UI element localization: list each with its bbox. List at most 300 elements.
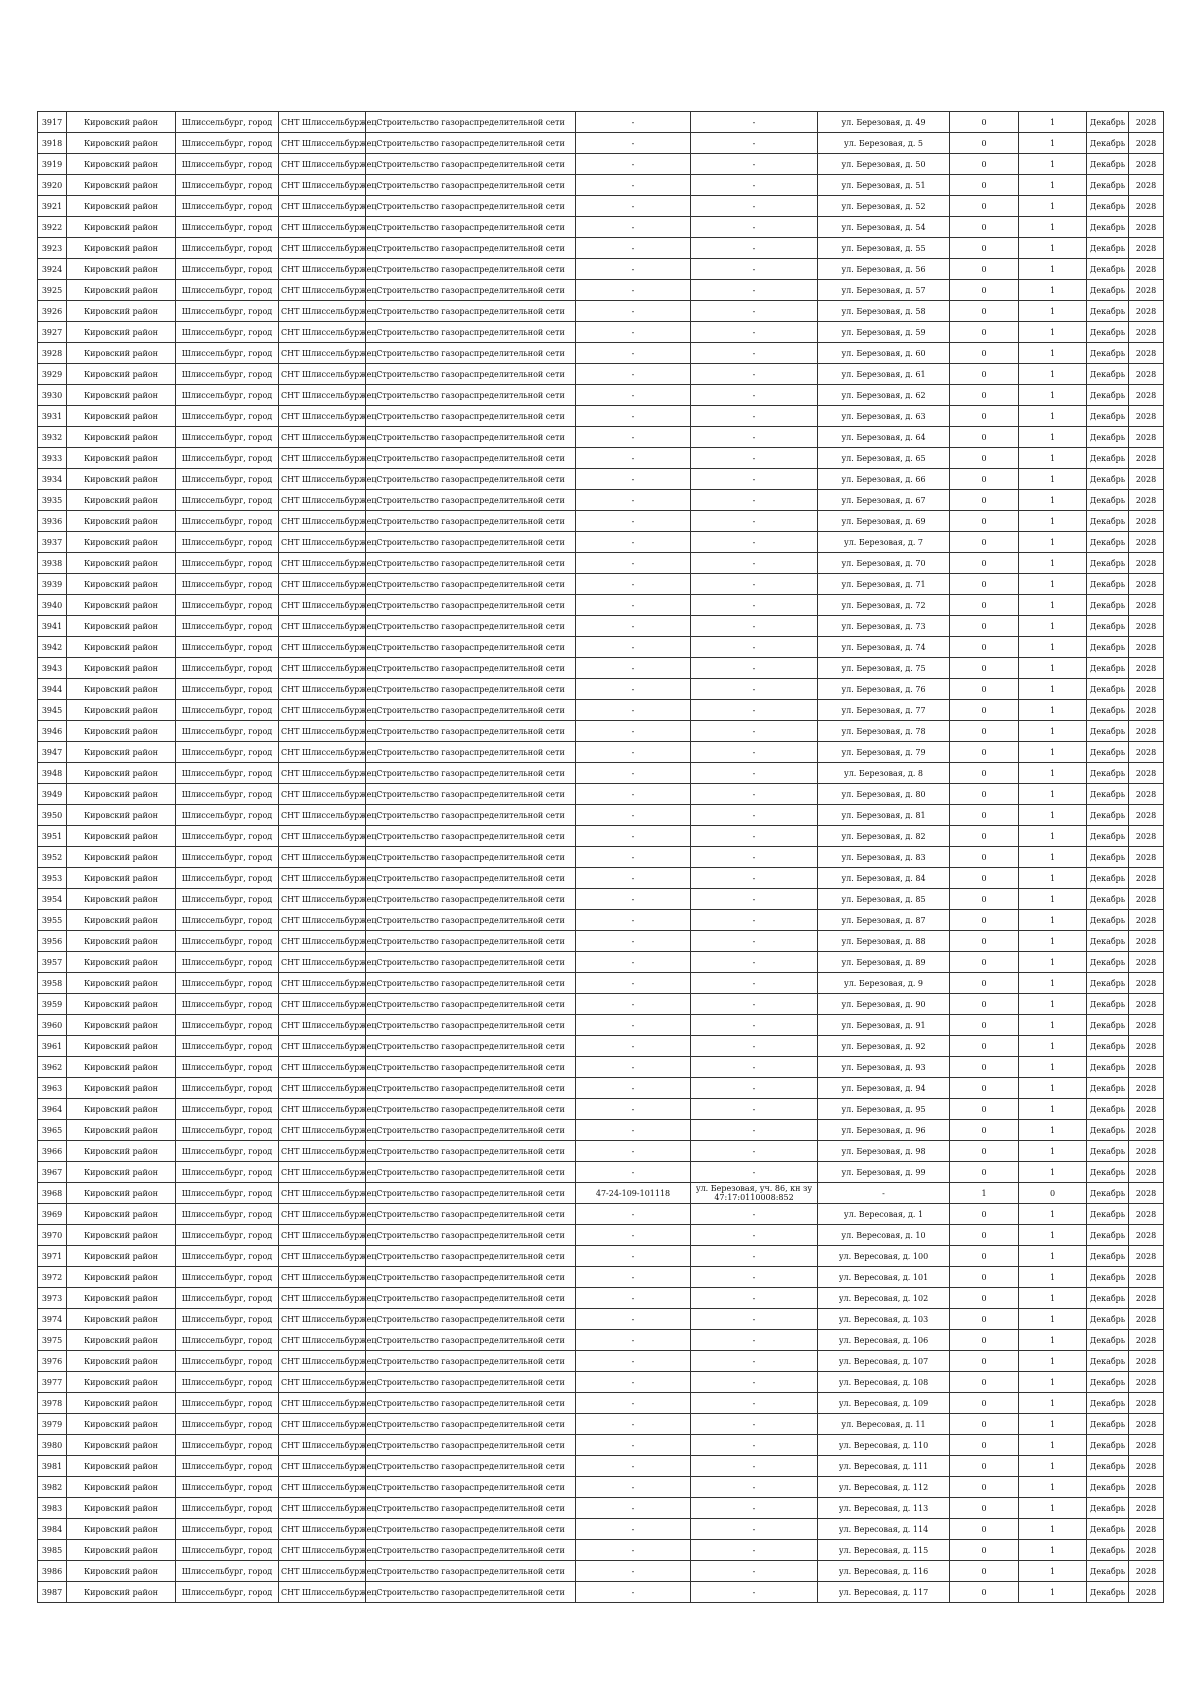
cell-row-number: 3973 <box>38 1288 67 1309</box>
cell-count-b: 1 <box>1019 511 1087 532</box>
cell-month: Декабрь <box>1087 889 1129 910</box>
table-row <box>38 826 1164 847</box>
cell-row-number: 3964 <box>38 1099 67 1120</box>
cell-garden-society: СНТ Шлиссельбуржец <box>279 973 366 994</box>
cell-address: ул. Березовая, д. 78 <box>818 721 950 742</box>
cell-application-number: - <box>576 910 691 931</box>
cell-settlement: Шлиссельбург, город <box>176 973 279 994</box>
cell-district: Кировский район <box>67 301 176 322</box>
cell-count-b: 1 <box>1019 1561 1087 1582</box>
cell-garden-society: СНТ Шлиссельбуржец <box>279 1561 366 1582</box>
cell-month: Декабрь <box>1087 553 1129 574</box>
cell-count-b: 1 <box>1019 1120 1087 1141</box>
cell-row-number: 3970 <box>38 1225 67 1246</box>
table-row <box>38 742 1164 763</box>
cell-count-b: 1 <box>1019 1435 1087 1456</box>
cell-district: Кировский район <box>67 427 176 448</box>
cell-row-number: 3927 <box>38 322 67 343</box>
cell-garden-society: СНТ Шлиссельбуржец <box>279 1456 366 1477</box>
cell-settlement: Шлиссельбург, город <box>176 175 279 196</box>
cell-count-a: 0 <box>950 1519 1019 1540</box>
cell-work-type: Строительство газораспределительной сети <box>366 700 576 721</box>
cell-garden-society: СНТ Шлиссельбуржец <box>279 301 366 322</box>
cell-land-plot: - <box>691 1036 818 1057</box>
cell-address: ул. Вересовая, д. 115 <box>818 1540 950 1561</box>
cell-garden-society: СНТ Шлиссельбуржец <box>279 1183 366 1204</box>
cell-district: Кировский район <box>67 1183 176 1204</box>
cell-application-number: - <box>576 1078 691 1099</box>
cell-row-number: 3963 <box>38 1078 67 1099</box>
cell-row-number: 3933 <box>38 448 67 469</box>
table-row <box>38 322 1164 343</box>
cell-address: ул. Березовая, д. 7 <box>818 532 950 553</box>
gasification-schedule-table <box>37 111 1164 1603</box>
cell-row-number: 3987 <box>38 1582 67 1603</box>
table-row <box>38 1540 1164 1561</box>
cell-row-number: 3919 <box>38 154 67 175</box>
cell-work-type: Строительство газораспределительной сети <box>366 1477 576 1498</box>
cell-land-plot: - <box>691 847 818 868</box>
cell-garden-society: СНТ Шлиссельбуржец <box>279 595 366 616</box>
cell-count-a: 0 <box>950 1498 1019 1519</box>
cell-count-a: 0 <box>950 364 1019 385</box>
cell-application-number: - <box>576 280 691 301</box>
cell-application-number: - <box>576 784 691 805</box>
cell-application-number: - <box>576 889 691 910</box>
cell-count-a: 1 <box>950 1183 1019 1204</box>
cell-garden-society: СНТ Шлиссельбуржец <box>279 826 366 847</box>
cell-garden-society: СНТ Шлиссельбуржец <box>279 1141 366 1162</box>
cell-district: Кировский район <box>67 364 176 385</box>
cell-month: Декабрь <box>1087 1246 1129 1267</box>
cell-application-number: - <box>576 364 691 385</box>
cell-count-a: 0 <box>950 1078 1019 1099</box>
cell-row-number: 3917 <box>38 112 67 133</box>
cell-work-type: Строительство газораспределительной сети <box>366 910 576 931</box>
cell-district: Кировский район <box>67 1309 176 1330</box>
cell-garden-society: СНТ Шлиссельбуржец <box>279 553 366 574</box>
cell-land-plot: - <box>691 1393 818 1414</box>
cell-land-plot: - <box>691 1015 818 1036</box>
cell-work-type: Строительство газораспределительной сети <box>366 469 576 490</box>
cell-count-b: 1 <box>1019 427 1087 448</box>
cell-year: 2028 <box>1129 742 1164 763</box>
cell-month: Декабрь <box>1087 1498 1129 1519</box>
cell-land-plot: - <box>691 196 818 217</box>
cell-month: Декабрь <box>1087 1036 1129 1057</box>
cell-application-number: - <box>576 1120 691 1141</box>
cell-month: Декабрь <box>1087 1015 1129 1036</box>
cell-district: Кировский район <box>67 889 176 910</box>
cell-month: Декабрь <box>1087 238 1129 259</box>
cell-year: 2028 <box>1129 1288 1164 1309</box>
cell-year: 2028 <box>1129 112 1164 133</box>
cell-application-number: - <box>576 1309 691 1330</box>
cell-work-type: Строительство газораспределительной сети <box>366 1120 576 1141</box>
cell-garden-society: СНТ Шлиссельбуржец <box>279 1204 366 1225</box>
cell-garden-society: СНТ Шлиссельбуржец <box>279 1078 366 1099</box>
cell-year: 2028 <box>1129 469 1164 490</box>
cell-count-a: 0 <box>950 196 1019 217</box>
cell-count-a: 0 <box>950 322 1019 343</box>
cell-count-b: 1 <box>1019 1414 1087 1435</box>
cell-count-a: 0 <box>950 952 1019 973</box>
cell-month: Декабрь <box>1087 280 1129 301</box>
cell-garden-society: СНТ Шлиссельбуржец <box>279 154 366 175</box>
cell-district: Кировский район <box>67 847 176 868</box>
cell-address: ул. Вересовая, д. 114 <box>818 1519 950 1540</box>
cell-address: ул. Березовая, д. 94 <box>818 1078 950 1099</box>
cell-garden-society: СНТ Шлиссельбуржец <box>279 406 366 427</box>
cell-month: Декабрь <box>1087 322 1129 343</box>
cell-work-type: Строительство газораспределительной сети <box>366 1225 576 1246</box>
cell-application-number: - <box>576 616 691 637</box>
cell-count-b: 1 <box>1019 805 1087 826</box>
cell-count-b: 1 <box>1019 175 1087 196</box>
cell-month: Декабрь <box>1087 469 1129 490</box>
cell-garden-society: СНТ Шлиссельбуржец <box>279 1330 366 1351</box>
cell-garden-society: СНТ Шлиссельбуржец <box>279 616 366 637</box>
cell-district: Кировский район <box>67 490 176 511</box>
cell-year: 2028 <box>1129 826 1164 847</box>
cell-count-a: 0 <box>950 238 1019 259</box>
cell-address: ул. Березовая, д. 93 <box>818 1057 950 1078</box>
cell-district: Кировский район <box>67 259 176 280</box>
cell-application-number: - <box>576 1582 691 1603</box>
cell-settlement: Шлиссельбург, город <box>176 868 279 889</box>
cell-year: 2028 <box>1129 889 1164 910</box>
cell-count-b: 1 <box>1019 1162 1087 1183</box>
cell-month: Декабрь <box>1087 574 1129 595</box>
cell-settlement: Шлиссельбург, город <box>176 490 279 511</box>
cell-work-type: Строительство газораспределительной сети <box>366 637 576 658</box>
cell-settlement: Шлиссельбург, город <box>176 427 279 448</box>
cell-count-a: 0 <box>950 1099 1019 1120</box>
cell-application-number: - <box>576 1351 691 1372</box>
cell-garden-society: СНТ Шлиссельбуржец <box>279 238 366 259</box>
cell-count-b: 1 <box>1019 1498 1087 1519</box>
cell-row-number: 3957 <box>38 952 67 973</box>
cell-address: ул. Березовая, д. 77 <box>818 700 950 721</box>
cell-count-b: 1 <box>1019 301 1087 322</box>
cell-settlement: Шлиссельбург, город <box>176 1456 279 1477</box>
cell-application-number: - <box>576 385 691 406</box>
cell-address: ул. Березовая, д. 61 <box>818 364 950 385</box>
cell-application-number: - <box>576 1456 691 1477</box>
cell-month: Декабрь <box>1087 1120 1129 1141</box>
cell-garden-society: СНТ Шлиссельбуржец <box>279 448 366 469</box>
cell-year: 2028 <box>1129 1330 1164 1351</box>
cell-month: Декабрь <box>1087 952 1129 973</box>
cell-address: ул. Березовая, д. 9 <box>818 973 950 994</box>
cell-count-b: 1 <box>1019 952 1087 973</box>
cell-year: 2028 <box>1129 931 1164 952</box>
cell-land-plot: - <box>691 700 818 721</box>
cell-application-number: - <box>576 238 691 259</box>
cell-land-plot: - <box>691 427 818 448</box>
cell-application-number: - <box>576 1414 691 1435</box>
cell-land-plot: - <box>691 1540 818 1561</box>
cell-settlement: Шлиссельбург, город <box>176 931 279 952</box>
cell-settlement: Шлиссельбург, город <box>176 238 279 259</box>
cell-land-plot: - <box>691 175 818 196</box>
cell-row-number: 3956 <box>38 931 67 952</box>
cell-row-number: 3977 <box>38 1372 67 1393</box>
cell-count-b: 1 <box>1019 1015 1087 1036</box>
cell-work-type: Строительство газораспределительной сети <box>366 1561 576 1582</box>
cell-row-number: 3940 <box>38 595 67 616</box>
cell-count-b: 1 <box>1019 343 1087 364</box>
cell-district: Кировский район <box>67 1288 176 1309</box>
cell-count-b: 1 <box>1019 1141 1087 1162</box>
cell-address: ул. Березовая, д. 72 <box>818 595 950 616</box>
cell-land-plot: - <box>691 343 818 364</box>
cell-settlement: Шлиссельбург, город <box>176 1183 279 1204</box>
cell-land-plot: - <box>691 952 818 973</box>
cell-count-a: 0 <box>950 1456 1019 1477</box>
cell-month: Декабрь <box>1087 763 1129 784</box>
cell-application-number: - <box>576 700 691 721</box>
cell-district: Кировский район <box>67 1351 176 1372</box>
cell-count-b: 1 <box>1019 280 1087 301</box>
cell-garden-society: СНТ Шлиссельбуржец <box>279 280 366 301</box>
cell-district: Кировский район <box>67 1561 176 1582</box>
cell-application-number: - <box>576 448 691 469</box>
cell-land-plot: - <box>691 889 818 910</box>
cell-count-a: 0 <box>950 490 1019 511</box>
cell-district: Кировский район <box>67 322 176 343</box>
cell-address: ул. Вересовая, д. 11 <box>818 1414 950 1435</box>
cell-settlement: Шлиссельбург, город <box>176 1330 279 1351</box>
cell-year: 2028 <box>1129 1099 1164 1120</box>
cell-count-a: 0 <box>950 1288 1019 1309</box>
table-row <box>38 1162 1164 1183</box>
cell-work-type: Строительство газораспределительной сети <box>366 406 576 427</box>
cell-work-type: Строительство газораспределительной сети <box>366 1372 576 1393</box>
cell-count-b: 1 <box>1019 868 1087 889</box>
cell-land-plot: - <box>691 532 818 553</box>
table-row <box>38 1204 1164 1225</box>
cell-address: ул. Вересовая, д. 110 <box>818 1435 950 1456</box>
cell-work-type: Строительство газораспределительной сети <box>366 868 576 889</box>
cell-application-number: - <box>576 1540 691 1561</box>
cell-land-plot: - <box>691 910 818 931</box>
cell-address: ул. Березовая, д. 70 <box>818 553 950 574</box>
cell-count-a: 0 <box>950 574 1019 595</box>
cell-count-b: 1 <box>1019 679 1087 700</box>
cell-district: Кировский район <box>67 910 176 931</box>
cell-row-number: 3975 <box>38 1330 67 1351</box>
cell-land-plot: - <box>691 826 818 847</box>
cell-garden-society: СНТ Шлиссельбуржец <box>279 133 366 154</box>
table-row <box>38 1330 1164 1351</box>
cell-month: Декабрь <box>1087 1540 1129 1561</box>
cell-district: Кировский район <box>67 826 176 847</box>
cell-count-a: 0 <box>950 112 1019 133</box>
cell-count-a: 0 <box>950 1414 1019 1435</box>
cell-district: Кировский район <box>67 511 176 532</box>
cell-month: Декабрь <box>1087 616 1129 637</box>
cell-settlement: Шлиссельбург, город <box>176 364 279 385</box>
cell-settlement: Шлиссельбург, город <box>176 1015 279 1036</box>
cell-count-b: 1 <box>1019 1099 1087 1120</box>
cell-garden-society: СНТ Шлиссельбуржец <box>279 1015 366 1036</box>
cell-land-plot: - <box>691 1519 818 1540</box>
cell-district: Кировский район <box>67 1225 176 1246</box>
cell-month: Декабрь <box>1087 427 1129 448</box>
cell-work-type: Строительство газораспределительной сети <box>366 1498 576 1519</box>
cell-district: Кировский район <box>67 1519 176 1540</box>
cell-land-plot: - <box>691 1225 818 1246</box>
cell-row-number: 3948 <box>38 763 67 784</box>
cell-year: 2028 <box>1129 238 1164 259</box>
cell-row-number: 3986 <box>38 1561 67 1582</box>
cell-year: 2028 <box>1129 1225 1164 1246</box>
cell-count-a: 0 <box>950 175 1019 196</box>
cell-month: Декабрь <box>1087 679 1129 700</box>
cell-year: 2028 <box>1129 217 1164 238</box>
cell-month: Декабрь <box>1087 595 1129 616</box>
cell-count-b: 1 <box>1019 1456 1087 1477</box>
cell-settlement: Шлиссельбург, город <box>176 637 279 658</box>
cell-land-plot: - <box>691 574 818 595</box>
cell-count-a: 0 <box>950 1225 1019 1246</box>
cell-year: 2028 <box>1129 763 1164 784</box>
cell-count-b: 1 <box>1019 574 1087 595</box>
table-row <box>38 1309 1164 1330</box>
table-row <box>38 1267 1164 1288</box>
cell-month: Декабрь <box>1087 721 1129 742</box>
cell-count-a: 0 <box>950 910 1019 931</box>
cell-year: 2028 <box>1129 1204 1164 1225</box>
cell-count-b: 1 <box>1019 742 1087 763</box>
cell-land-plot: - <box>691 763 818 784</box>
cell-month: Декабрь <box>1087 910 1129 931</box>
cell-month: Декабрь <box>1087 406 1129 427</box>
cell-application-number: - <box>576 1099 691 1120</box>
cell-month: Декабрь <box>1087 1057 1129 1078</box>
cell-district: Кировский район <box>67 1330 176 1351</box>
cell-settlement: Шлиссельбург, город <box>176 784 279 805</box>
cell-settlement: Шлиссельбург, город <box>176 343 279 364</box>
cell-address: ул. Березовая, д. 87 <box>818 910 950 931</box>
cell-district: Кировский район <box>67 1078 176 1099</box>
cell-work-type: Строительство газораспределительной сети <box>366 721 576 742</box>
table-row <box>38 931 1164 952</box>
cell-district: Кировский район <box>67 679 176 700</box>
cell-application-number: - <box>576 994 691 1015</box>
cell-garden-society: СНТ Шлиссельбуржец <box>279 1498 366 1519</box>
cell-land-plot: - <box>691 1141 818 1162</box>
cell-settlement: Шлиссельбург, город <box>176 1120 279 1141</box>
cell-application-number: - <box>576 1267 691 1288</box>
cell-count-a: 0 <box>950 1309 1019 1330</box>
cell-application-number: - <box>576 1036 691 1057</box>
cell-month: Декабрь <box>1087 784 1129 805</box>
cell-month: Декабрь <box>1087 448 1129 469</box>
cell-district: Кировский район <box>67 1120 176 1141</box>
cell-land-plot: - <box>691 868 818 889</box>
cell-month: Декабрь <box>1087 154 1129 175</box>
cell-year: 2028 <box>1129 1540 1164 1561</box>
table-row <box>38 1456 1164 1477</box>
cell-count-a: 0 <box>950 133 1019 154</box>
cell-application-number: - <box>576 427 691 448</box>
cell-work-type: Строительство газораспределительной сети <box>366 616 576 637</box>
cell-address: ул. Березовая, д. 8 <box>818 763 950 784</box>
cell-work-type: Строительство газораспределительной сети <box>366 658 576 679</box>
cell-land-plot: - <box>691 1099 818 1120</box>
table-row <box>38 301 1164 322</box>
cell-settlement: Шлиссельбург, город <box>176 742 279 763</box>
cell-garden-society: СНТ Шлиссельбуржец <box>279 1582 366 1603</box>
table-row <box>38 973 1164 994</box>
table-row <box>38 280 1164 301</box>
cell-district: Кировский район <box>67 1057 176 1078</box>
cell-count-b: 1 <box>1019 1351 1087 1372</box>
cell-year: 2028 <box>1129 679 1164 700</box>
cell-year: 2028 <box>1129 637 1164 658</box>
cell-count-a: 0 <box>950 616 1019 637</box>
cell-month: Декабрь <box>1087 259 1129 280</box>
table-row <box>38 595 1164 616</box>
cell-application-number: - <box>576 175 691 196</box>
cell-land-plot: - <box>691 1330 818 1351</box>
cell-garden-society: СНТ Шлиссельбуржец <box>279 889 366 910</box>
cell-land-plot: - <box>691 1267 818 1288</box>
cell-count-b: 0 <box>1019 1183 1087 1204</box>
table-row <box>38 1351 1164 1372</box>
cell-work-type: Строительство газораспределительной сети <box>366 238 576 259</box>
cell-count-a: 0 <box>950 154 1019 175</box>
cell-application-number: - <box>576 973 691 994</box>
cell-year: 2028 <box>1129 532 1164 553</box>
cell-count-b: 1 <box>1019 112 1087 133</box>
cell-count-b: 1 <box>1019 1225 1087 1246</box>
cell-land-plot: - <box>691 931 818 952</box>
table-row <box>38 1582 1164 1603</box>
cell-garden-society: СНТ Шлиссельбуржец <box>279 1036 366 1057</box>
cell-year: 2028 <box>1129 1414 1164 1435</box>
cell-row-number: 3951 <box>38 826 67 847</box>
cell-count-a: 0 <box>950 532 1019 553</box>
cell-year: 2028 <box>1129 1372 1164 1393</box>
cell-application-number: - <box>576 1225 691 1246</box>
cell-settlement: Шлиссельбург, город <box>176 1078 279 1099</box>
table-row <box>38 196 1164 217</box>
cell-address: ул. Вересовая, д. 117 <box>818 1582 950 1603</box>
cell-count-a: 0 <box>950 679 1019 700</box>
cell-garden-society: СНТ Шлиссельбуржец <box>279 427 366 448</box>
cell-row-number: 3952 <box>38 847 67 868</box>
cell-land-plot: - <box>691 1078 818 1099</box>
table-row <box>38 784 1164 805</box>
table-row <box>38 238 1164 259</box>
cell-application-number: - <box>576 637 691 658</box>
cell-land-plot: - <box>691 385 818 406</box>
cell-count-a: 0 <box>950 448 1019 469</box>
cell-garden-society: СНТ Шлиссельбуржец <box>279 931 366 952</box>
cell-district: Кировский район <box>67 742 176 763</box>
cell-address: ул. Вересовая, д. 116 <box>818 1561 950 1582</box>
cell-address: ул. Березовая, д. 76 <box>818 679 950 700</box>
cell-garden-society: СНТ Шлиссельбуржец <box>279 196 366 217</box>
cell-month: Декабрь <box>1087 490 1129 511</box>
cell-application-number: - <box>576 847 691 868</box>
cell-count-b: 1 <box>1019 1582 1087 1603</box>
cell-year: 2028 <box>1129 196 1164 217</box>
cell-garden-society: СНТ Шлиссельбуржец <box>279 910 366 931</box>
